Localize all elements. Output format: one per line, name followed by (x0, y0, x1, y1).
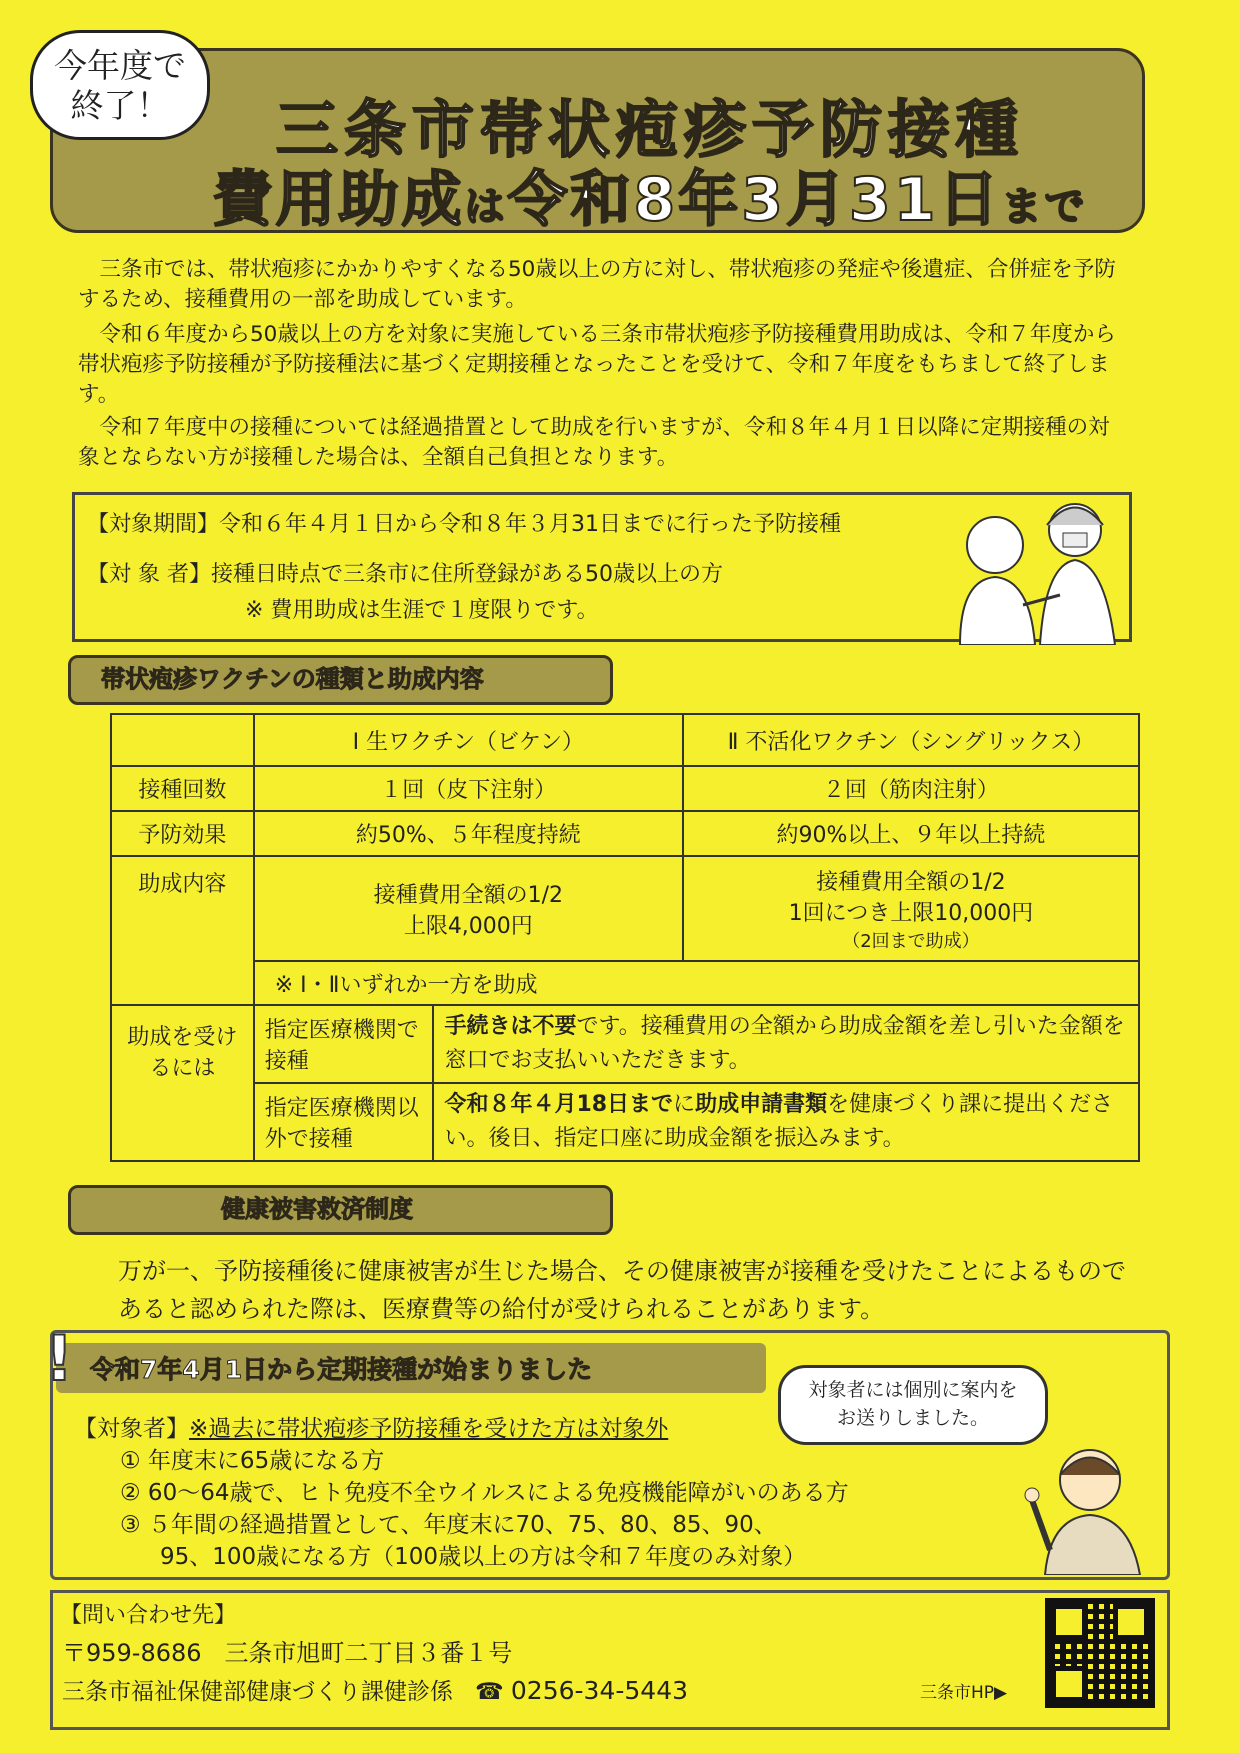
table-corner (111, 714, 254, 766)
doses-inactivated: ２回（筋肉注射） (683, 766, 1139, 811)
col-header-live: Ⅰ 生ワクチン（ビケン） (254, 714, 683, 766)
vaccination-illustration-icon (935, 485, 1135, 645)
either-note: ※ Ⅰ・Ⅱいずれか一方を助成 (254, 961, 1139, 1005)
intro-paragraph-3: 令和７年度中の接種については経過措置として助成を行いますが、令和８年４月１日以降に定期接種の対象とならない方が接種した場合は、全額自己負担となります。 (78, 415, 1110, 470)
subsidy-live (254, 856, 683, 961)
page-subtitle (210, 152, 1090, 238)
subsidy-inactivated-line2: 1回につき上限10,000円 (788, 900, 1034, 926)
designated-text: 手続きは不要です。接種費用の全額から助成金額を差し引いた金額を窓口でお支払いいただきます。 (433, 1005, 1139, 1083)
subsidy-inactivated-line3: （2回まで助成） (842, 930, 980, 952)
intro-paragraph-1: 三条市では、帯状疱疹にかかりやすくなる50歳以上の方に対し、帯状疱疹の発症や後遺症、合併症を予防するため、接種費用の一部を助成しています。 (78, 257, 1116, 312)
regular-item-1: ① 年度末に65歳になる方 (120, 1448, 385, 1474)
relief-heading: 健康被害救済制度 (68, 1185, 613, 1235)
contact-address-line: 〒959-8686 三条市旭町二丁目３番１号 (62, 1639, 513, 1667)
qr-code-icon[interactable] (1045, 1598, 1155, 1708)
contact-dept-line: 三条市福祉保健部健康づくり課健診係 ☎ 0256-34-5443 (62, 1676, 689, 1705)
notice-bubble: 対象者には個別に案内を お送りしました。 (778, 1365, 1048, 1445)
regular-item-2: ② 60～64歳で、ヒト免疫不全ウイルスによる免疫機能障がいのある方 (120, 1480, 849, 1506)
row-label-subsidy: 助成内容 (111, 856, 254, 1005)
subsidy-live-line1: 接種費用全額の1/2 (373, 882, 564, 908)
regular-target-line: 【対象者】※過去に帯状疱疹予防接種を受けた方は対象外 (74, 1416, 669, 1442)
effect-inactivated: 約90%以上、９年以上持続 (683, 811, 1139, 856)
target-line: 【対 象 者】接種日時点で三条市に住所登録がある50歳以上の方 (87, 562, 723, 587)
phone-number: 0256-34-5443 (510, 1676, 689, 1705)
effect-live: 約50%、５年程度持続 (254, 811, 683, 856)
hp-label: 三条市HP▶ (920, 1683, 1008, 1703)
other-label: 指定医療機関以外で接種 (254, 1083, 434, 1161)
col-header-inactivated: Ⅱ 不活化ワクチン（シングリックス） (683, 714, 1139, 766)
contact-label: 【問い合わせ先】 (60, 1603, 237, 1628)
page-title: 三条市帯状疱疹予防接種 (275, 93, 1024, 166)
row-label-how: 助成を受けるには (111, 1005, 254, 1161)
regular-heading: 令和7年4月1日から定期接種が始まりました (90, 1355, 593, 1384)
doses-live: １回（皮下注射） (254, 766, 683, 811)
designated-label: 指定医療機関で接種 (254, 1005, 434, 1083)
exclamation-icon: ! (45, 1322, 74, 1395)
subsidy-inactivated (683, 856, 1139, 961)
row-label-effect: 予防効果 (111, 811, 254, 856)
subtitle-part-c: 令和8年3月31日 (507, 165, 1002, 235)
once-note: ※ 費用助成は生涯で１度限りです。 (245, 598, 599, 623)
vaccine-table (110, 713, 1140, 1162)
regular-item-3b: 95、100歳になる方（100歳以上の方は令和７年度のみ対象） (160, 1544, 807, 1570)
staff-illustration-icon (1010, 1440, 1160, 1575)
phone-icon: ☎ (474, 1679, 504, 1705)
subsidy-live-line2: 上限4,000円 (403, 913, 533, 939)
ending-badge: 今年度で 終了！ (30, 30, 210, 140)
relief-text: 万が一、予防接種後に健康被害が生じた場合、その健康被害が接種を受けたことによるものであると認められた際は、医療費等の給付が受けられることがあります。 (118, 1257, 1126, 1323)
subtitle-part-b: は (464, 184, 508, 230)
subtitle-part-a: 費用助成 (212, 165, 465, 235)
period-line: 【対象期間】令和６年４月１日から令和８年３月31日までに行った予防接種 (87, 512, 842, 537)
row-label-doses: 接種回数 (111, 766, 254, 811)
vaccine-section-heading: 帯状疱疹ワクチンの種類と助成内容 (68, 655, 613, 705)
subsidy-inactivated-line1: 接種費用全額の1/2 (816, 869, 1006, 895)
regular-item-3a: ③ ５年間の経過措置として、年度末に70、75、80、85、90、 (120, 1512, 777, 1538)
eligibility-box (72, 492, 1132, 642)
other-text: 令和８年４月18日までに助成申請書類を健康づくり課に提出ください。後日、指定口座に助成金額を振込みます。 (433, 1083, 1139, 1161)
subtitle-part-d: まで (1001, 184, 1088, 230)
intro-paragraph-2: 令和６年度から50歳以上の方を対象に実施している三条市帯状疱疹予防接種費用助成は、令和７年度から帯状疱疹予防接種が予防接種法に基づく定期接種となったことを受けて、令和７年度をもちまして終了します。 (78, 322, 1116, 407)
